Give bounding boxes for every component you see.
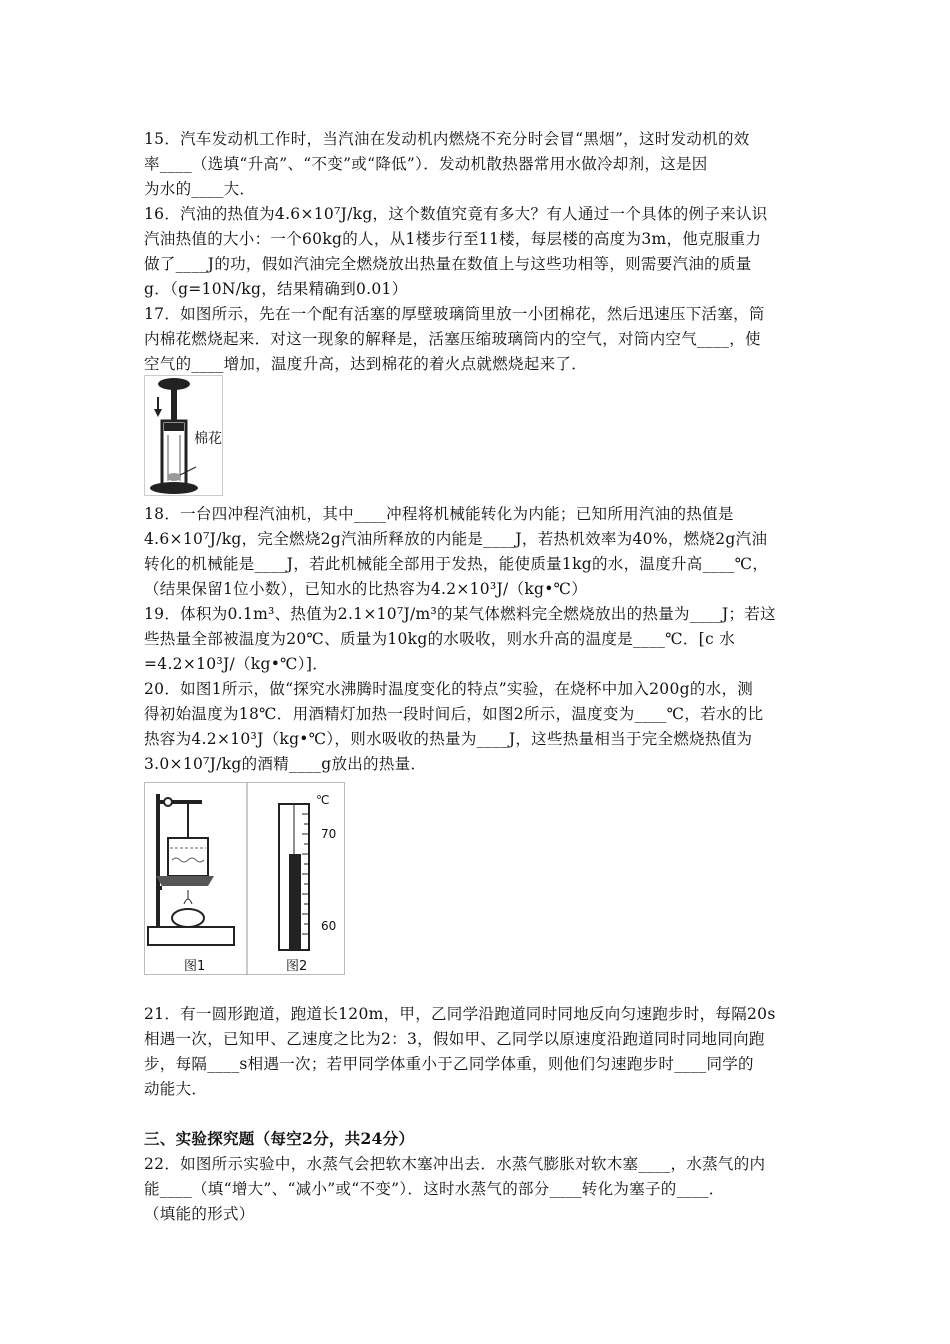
q21-line-3: 步，每隔____s相遇一次；若甲同学体重小于乙同学体重，则他们匀速跑步时____同学的 (144, 1055, 754, 1073)
q16-line-3: 做了____J的功，假如汽油完全燃烧放出热量在数值上与这些功相等，则需要汽油的质量 (144, 255, 752, 273)
q16-line-1: 16．汽油的热值为4.6×10⁷J/kg，这个数值究竟有多大？有人通过一个具体的例子来认识 (144, 205, 768, 223)
q22-line-1: 22．如图所示实验中，水蒸气会把软木塞冲出去．水蒸气膨胀对软木塞____，水蒸气的内 (144, 1155, 766, 1173)
q15-line-2: 率____（选填“升高”、“不变”或“降低”）．发动机散热器常用水做冷却剂，这是因 (144, 155, 708, 173)
q22-line-3: （填能的形式） (144, 1205, 255, 1223)
q18-line-2: 4.6×10⁷J/kg，完全燃烧2g汽油所释放的内能是____J，若热机效率为40%，燃烧2g汽油 (144, 530, 768, 548)
q16-line-2: 汽油热值的大小：一个60kg的人，从1楼步行至11楼，每层楼的高度为3m，他克服重力 (144, 230, 762, 248)
q15-line-3: 为水的____大． (144, 180, 256, 198)
q18-line-4: （结果保留1位小数），已知水的比热容为4.2×10³J/（kg•℃） (144, 580, 588, 598)
section-heading: 三、实验探究题（每空2分，共24分） (144, 1129, 415, 1148)
q19-line-3: =4.2×10³J/（kg•℃）]． (144, 655, 328, 673)
q21-line-2: 相遇一次，已知甲、乙速度之比为2：3，假如甲、乙同学以原速度沿跑道同时同地同向跑 (144, 1030, 765, 1048)
q22-line-2: 能____（填“增大”、“减小”或“不变”）．这时水蒸气的部分____转化为塞子的____． (144, 1180, 725, 1198)
figure-1-label: 图1 (184, 959, 206, 974)
q20-line-2: 得初始温度为18℃．用酒精灯加热一段时间后，如图2所示，温度变为____℃，若水的比 (144, 705, 764, 723)
figure-2-label: 图2 (286, 959, 308, 974)
boiling-experiment-figure (144, 782, 346, 976)
cotton-label: 棉花 (194, 431, 222, 447)
q15-line-1: 15．汽车发动机工作时，当汽油在发动机内燃烧不充分时会冒“黑烟”，这时发动机的效 (144, 130, 750, 148)
q18-line-3: 转化的机械能是____J，若此机械能全部用于发热，能使质量1kg的水，温度升高____℃， (144, 555, 769, 573)
q17-line-1: 17．如图所示，先在一个配有活塞的厚壁玻璃筒里放一小团棉花，然后迅速压下活塞，筒 (144, 305, 765, 323)
q18-line-1: 18．一台四冲程汽油机，其中____冲程将机械能转化为内能；已知所用汽油的热值是 (144, 505, 734, 523)
q19-line-2: 些热量全部被温度为20℃、质量为10kg的水吸收，则水升高的温度是____℃．[c 水 (144, 630, 735, 648)
q20-line-4: 3.0×10⁷J/kg的酒精____g放出的热量． (144, 755, 427, 773)
q21-line-4: 动能大． (144, 1080, 208, 1098)
q19-line-1: 19．体积为0.1m³、热值为2.1×10⁷J/m³的某气体燃料完全燃烧放出的热量为____J；若这 (144, 605, 776, 623)
q20-line-1: 20．如图1所示，做“探究水沸腾时温度变化的特点”实验，在烧杯中加入200g的水，测 (144, 680, 754, 698)
q16-line-4: g．（g=10N/kg，结果精确到0.01） (144, 280, 408, 298)
piston-cylinder-figure (144, 375, 226, 497)
thermometer-tick-60: 60 (321, 919, 337, 933)
q17-line-3: 空气的____增加，温度升高，达到棉花的着火点就燃烧起来了． (144, 355, 588, 373)
q17-line-2: 内棉花燃烧起来．对这一现象的解释是，活塞压缩玻璃筒内的空气，对筒内空气____，使 (144, 330, 761, 348)
thermometer-unit: ℃ (316, 793, 330, 807)
q20-line-3: 热容为4.2×10³J（kg•℃），则水吸收的热量为____J，这些热量相当于完全燃烧热值为 (144, 730, 753, 748)
thermometer-tick-70: 70 (321, 827, 337, 841)
q21-line-1: 21．有一圆形跑道，跑道长120m，甲，乙同学沿跑道同时同地反向匀速跑步时，每隔20s (144, 1005, 776, 1023)
